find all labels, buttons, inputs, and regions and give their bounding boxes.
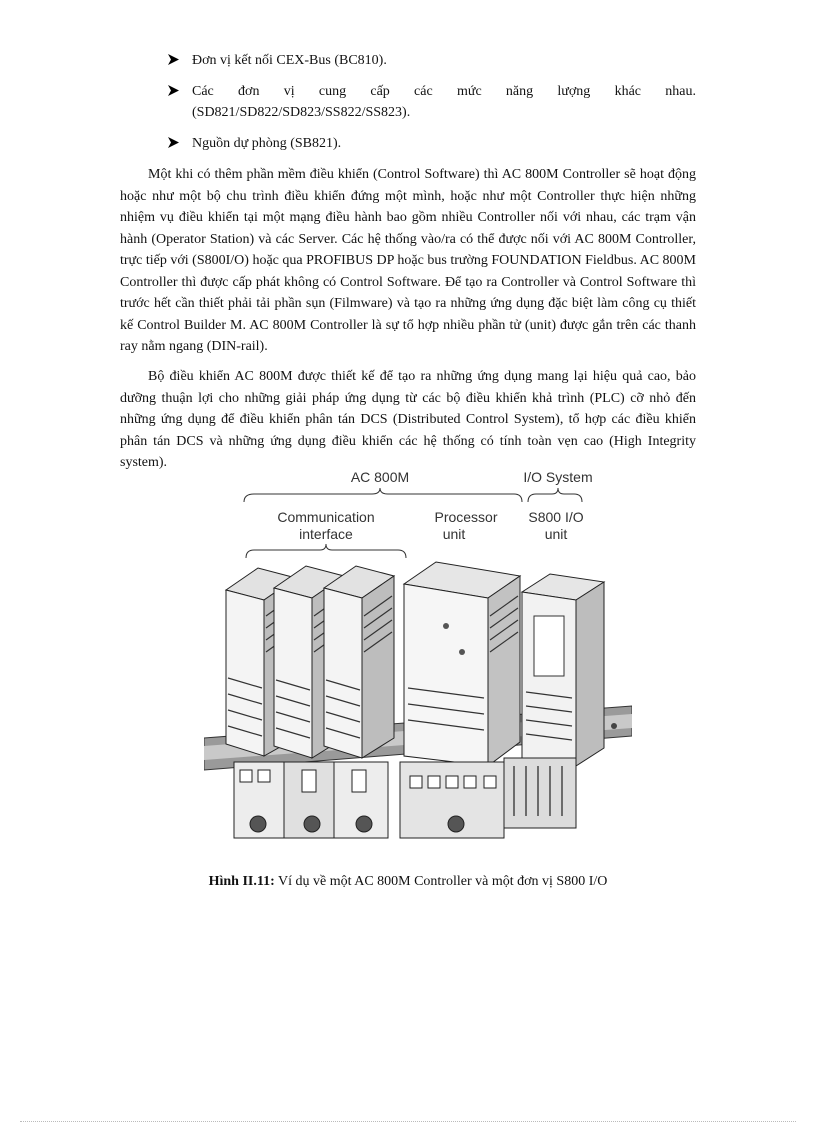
bullet-item	[168, 81, 696, 123]
bullet-list	[168, 50, 696, 164]
bullet-text: Đơn vị kết nối CEX-Bus (BC810).	[192, 53, 387, 68]
processor-unit	[404, 562, 520, 766]
caption-text: Ví dụ về một AC 800M Controller và một đơn vị S800 I/O	[274, 874, 608, 889]
label-interface: interface	[299, 526, 353, 542]
label-s800-unit: unit	[544, 526, 568, 542]
body-paragraph: Bộ điều khiển AC 800M được thiết kế để tạo ra những ứng dụng mang lại hiệu quả cao, bảo dưỡng thuận lợi cho những giải pháp ứng dụng từ các bộ điều khiển khả trình (PLC) cỡ nhỏ đến những ứng dụng để điều khiển phân tán DCS (Distributed Control System), tổ hợp các điều khiển phân tán DCS và những ứng dụng điều khiển các hệ thống có tính toàn vẹn cao (High Integrity system).	[120, 369, 696, 470]
bullet-text: Các đơn vị cung cấp các mức năng lượng khác nhau. (SD821/SD822/SD823/SS822/SS823).	[192, 84, 696, 120]
s800-io-unit	[522, 574, 604, 766]
label-communication: Communication	[277, 509, 375, 525]
arrowhead-bullet-icon	[168, 137, 179, 148]
bullet-text: Nguồn dự phòng (SB821).	[192, 136, 342, 151]
arrowhead-bullet-icon	[168, 85, 179, 96]
body-paragraph: Một khi có thêm phần mềm điều khiển (Control Software) thì AC 800M Controller sẽ hoạt động hoặc như một bộ chu trình điều khiển đứng một mình, hoặc như một Controller thực hiện những nhiệm vụ điều khiển tại một mạng điều hành bao gồm nhiều Controller nối với nhau, các trạm vận hành (Operator Station) và các Server. Các hệ thống vào/ra có thể được nối với AC 800M Controller, trực tiếp với (S800I/O) hoặc qua PROFIBUS DP hoặc bus trường FOUNDATION Fieldbus. AC 800M Controller thì được cấp phát không có Control Software. Để tạo ra Controller và Control Software thì trước hết cần thiết phải tải phần sụn (Filmware) và tạo ra những ứng dụng đặc biệt làm công cụ thiết kế Control Builder M. AC 800M Controller là sự tổ hợp nhiều phần tử (unit) được gắn trên các thanh ray nằm ngang (DIN-rail).	[120, 167, 696, 354]
communication-module-3	[324, 566, 394, 758]
controller-figure	[204, 466, 632, 862]
figure-caption	[120, 872, 696, 892]
base-plates	[234, 758, 576, 838]
bullet-item	[168, 133, 696, 154]
arrowhead-bullet-icon	[168, 54, 179, 65]
label-s800: S800 I/O	[528, 509, 584, 525]
caption-label: Hình II.11:	[208, 874, 275, 889]
brace-communication	[246, 544, 406, 558]
label-processor: Processor	[434, 509, 498, 525]
brace-ac800m	[244, 488, 522, 502]
bullet-item	[168, 50, 696, 71]
label-io-system: I/O System	[523, 469, 593, 485]
brace-io-system	[528, 488, 582, 502]
label-processor-unit: unit	[442, 526, 466, 542]
label-ac800m: AC 800M	[350, 469, 410, 485]
